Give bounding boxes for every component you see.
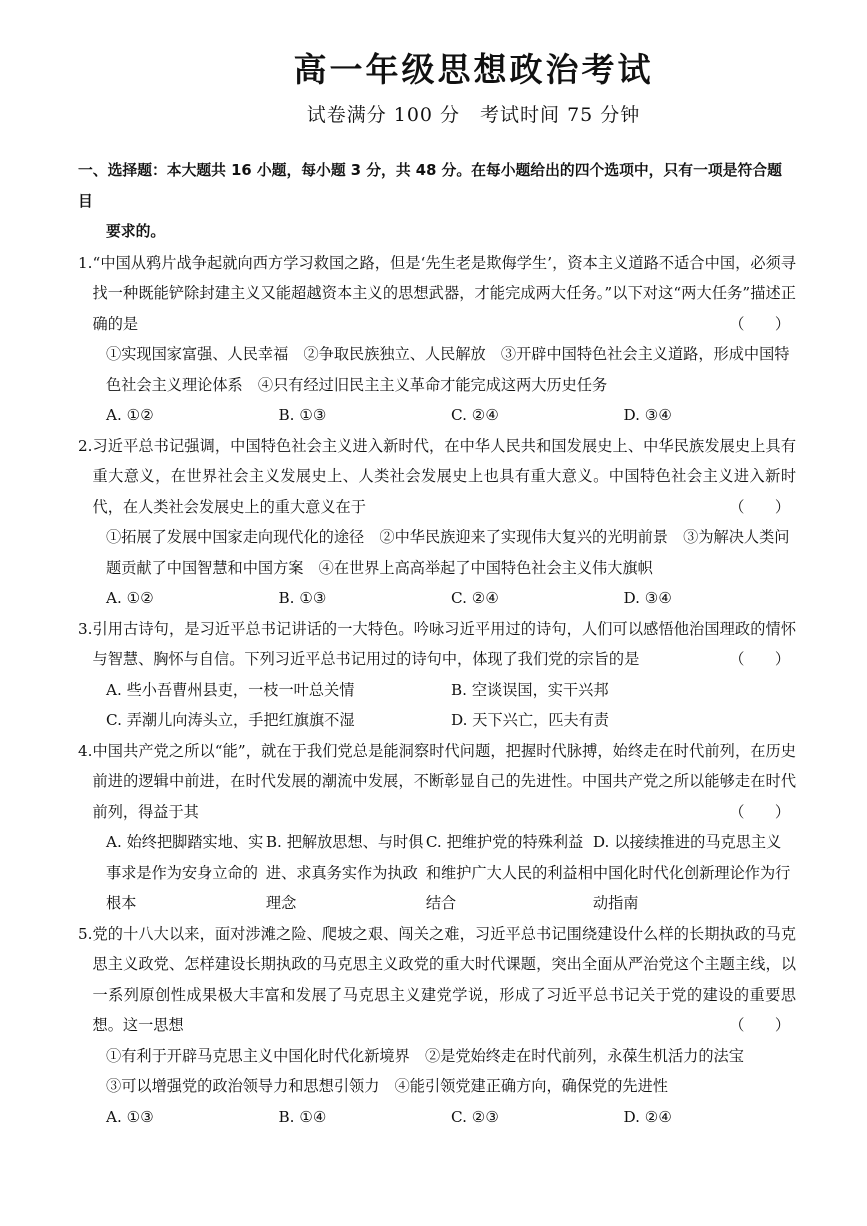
choice-c: C. 弄潮儿向涛头立，手把红旗旗不湿 [106, 711, 355, 729]
choice-c: C. ②③ [451, 1107, 499, 1126]
choice-d: D. 天下兴亡，匹夫有责 [451, 711, 609, 729]
choice-b: B. 空谈误国，实干兴邦 [451, 680, 609, 699]
choice-list [78, 705, 796, 736]
answer-bracket: （ ） [729, 650, 790, 668]
choice-b: B. ①③ [278, 406, 327, 424]
choice-list [78, 827, 796, 919]
page-title: 高一年级思想政治考试 [293, 50, 654, 89]
choice-a: A. ①③ [106, 1107, 154, 1126]
question-1 [78, 248, 796, 431]
section-heading [78, 156, 796, 248]
choice-c: C. ②④ [451, 589, 499, 607]
question-2 [78, 431, 796, 614]
choice-c: C. ②④ [451, 406, 499, 424]
choice-d: D. ③④ [623, 406, 673, 424]
question-3 [78, 614, 796, 736]
choice-d: D. ③④ [623, 589, 673, 607]
question-stem: 引用古诗句，是习近平总书记讲话的一大特色。吟咏习近平用过的诗句，人们可以感悟他治国理政的情怀与智慧、胸怀与自信。下列习近平总书记用过的诗句中，体现了我们党的宗旨的是 （ ） [93, 614, 797, 675]
choice-list [78, 1102, 796, 1133]
question-number: 3. [78, 619, 93, 638]
choice-d: D. 以接续推进的马克思主义中国化时代化创新理论作为行动指南 [592, 833, 791, 912]
answer-bracket: （ ） [729, 314, 790, 333]
choice-list [78, 400, 796, 431]
choice-list [78, 675, 796, 706]
question-stem: 习近平总书记强调，中国特色社会主义进入新时代，在中华人民共和国发展史上、中华民族发展史上具有重大意义，在世界社会主义发展史上、人类社会发展史上也具有重大意义。中国特色社会主义进入新时代，在人类社会发展史上的重大意义在于 （ ） [93, 431, 797, 523]
answer-bracket: （ ） [729, 1016, 790, 1034]
choice-b: B. 把解放思想、与时俱进、求真务实作为执政理念 [265, 833, 424, 912]
section-heading-line2: 要求的。 [106, 223, 166, 240]
choice-d: D. ②④ [623, 1107, 673, 1126]
question-number: 1. [78, 253, 93, 272]
answer-bracket: （ ） [729, 497, 790, 516]
question-number: 4. [78, 741, 93, 760]
question-statements-line1: ①有利于开辟马克思主义中国化时代化新境界 ②是党始终走在时代前列，永葆生机活力的法宝 [106, 1046, 744, 1065]
section-heading-line1: 一、选择题：本大题共 16 小题，每小题 3 分，共 48 分。在每小题给出的四个选项中，只有一项是符合题目 [78, 162, 782, 210]
choice-b: B. ①③ [278, 589, 327, 607]
exam-content [78, 156, 796, 1132]
question-statements-line2: ③可以增强党的政治领导力和思想引领力 ④能引领党建正确方向，确保党的先进性 [106, 1077, 668, 1095]
answer-bracket: （ ） [729, 802, 790, 821]
question-stem: “中国从鸦片战争起就向西方学习救国之路，但是‘先生老是欺侮学生’，资本主义道路不适合中国，必须寻找一种既能铲除封建主义又能超越资本主义的思想武器，才能完成两大任务。”以下对这“两大任务”描述正确的是 （ ） [93, 248, 797, 340]
question-number: 2. [78, 436, 93, 455]
choice-list [78, 583, 796, 614]
question-statements: ①实现国家富强、人民幸福 ②争取民族独立、人民解放 ③开辟中国特色社会主义道路，形成中国特色社会主义理论体系 ④只有经过旧民主主义革命才能完成这两大历史任务 [106, 345, 790, 394]
choice-a: A. ①② [106, 589, 154, 607]
question-statements: ①拓展了发展中国家走向现代化的途径 ②中华民族迎来了实现伟大复兴的光明前景 ③为解决人类问题贡献了中国智慧和中国方案 ④在世界上高高举起了中国特色社会主义伟大旗帜 [106, 528, 790, 577]
choice-a: A. 始终把脚踏实地、实事求是作为安身立命的根本 [106, 833, 264, 912]
choice-a: A. 些小吾曹州县吏，一枝一叶总关情 [106, 680, 355, 699]
question-stem: 党的十八大以来，面对涉滩之险、爬坡之艰、闯关之难，习近平总书记围绕建设什么样的长期执政的马克思主义政党、怎样建设长期执政的马克思主义政党的重大时代课题，突出全面从严治党这个主题主线，以一系列原创性成果极大丰富和发展了马克思主义建党学说，形成了习近平总书记关于党的建设的重要思想。这一思想 （ ） [93, 919, 797, 1041]
question-number: 5. [78, 924, 93, 943]
question-stem: 中国共产党之所以“能”，就在于我们党总是能洞察时代问题，把握时代脉搏，始终走在时代前列，在历史前进的逻辑中前进，在时代发展的潮流中发展，不断彰显自己的先进性。中国共产党之所以能够走在时代前列，得益于其 （ ） [93, 736, 797, 828]
choice-c: C. 把维护党的特殊利益和维护广大人民的利益相结合 [425, 833, 593, 912]
question-5 [78, 919, 796, 1133]
choice-b: B. ①④ [278, 1107, 327, 1126]
page-subtitle: 试卷满分 100 分 考试时间 75 分钟 [306, 104, 641, 126]
question-4 [78, 736, 796, 919]
choice-a: A. ①② [106, 406, 154, 424]
